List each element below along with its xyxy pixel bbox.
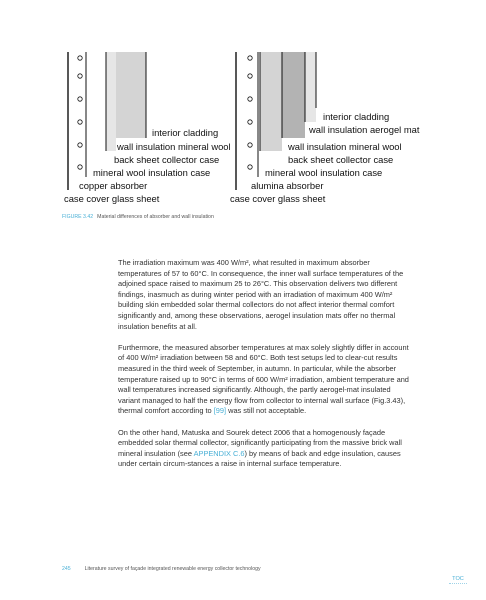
appendix-link[interactable]: APPENDIX C.6 [193,448,245,458]
paragraph-2-text: Furthermore, the measured absorber temperatures at max solely slightly differ in account of 400 W/m² irradiation between 58 and 60°C. Both test setups led to clear-cut results measured in the third week of September, in autumn. In particular, while the absorber temperature raised up to 90°C in terms of 600 W/m² irradiation, ambient temperature and wall temperatures increased significantly. Although, the partly aerogel-mat insulated variant managed to half the energy flow from collector to internal wall surface (Fig.3.43), thermal comfort according to [118,342,409,416]
right-label-aerogel: wall insulation aerogel mat [309,124,420,135]
left-wall-section [64,52,231,204]
paragraph-1: The irradiation maximum was 400 W/m², what resulted in maximum absorber temperatures of 57 to 60°C. In consequence, the inner wall surface temperatures of the adjoined space raised to maximum 25 to 26°C. This observation delivers two different findings, inasmuch as during winter period with an irradiation of maximum 400 W/m² building skin embedded solar thermal collectors do not affect interior thermal comfort significantly and, among these observations, aerogel insulation mats offer no thermal insulation benefits at all. [118,258,404,331]
right-aerogel-layer [305,52,316,122]
body-text [118,258,414,480]
left-back-sheet-layer [106,52,116,151]
right-label-interior-cladding: interior cladding [323,111,390,122]
left-label-insulation-case: mineral wool insulation case [93,167,211,178]
right-wall-insulation-layer [282,52,305,138]
toc-label: TOC [452,576,464,582]
right-mounting-points [248,56,252,169]
right-wall-section [230,52,420,204]
left-mounting-points [78,56,82,169]
paragraph-3 [118,428,414,470]
page-number: 245 [62,566,71,572]
toc-link[interactable] [449,576,467,585]
figure-caption-text: Material differences of absorber and wall insulation [97,214,214,220]
right-back-sheet-layer [260,52,282,151]
right-label-back-sheet: back sheet collector case [288,154,394,165]
left-label-back-sheet: back sheet collector case [114,154,220,165]
right-label-wall-insulation: wall insulation mineral wool [288,141,402,152]
left-wall-insulation-layer [116,52,146,138]
left-label-glass-sheet: case cover glass sheet [64,193,160,204]
figure-caption [62,214,214,220]
paragraph-2 [118,343,414,417]
paragraph-3-end: ) by means of back and edge insulation, causes under certain circum-stances a raise in internal surface temperature. [118,448,401,469]
toc-underline [449,583,467,585]
paragraph-2-end: was still not acceptable. [226,406,307,416]
wall-section-figure [0,0,486,240]
paragraph-3-text: On the other hand, Matuska and Sourek detect 2006 that a homogenously façade embedded solar thermal collector, significantly participating from the massive brick wall mineral insulation (see [118,427,402,458]
running-title: Literature survey of façade integrated renewable energy collector technology [84,566,261,572]
page-footer [62,566,261,572]
left-label-interior-cladding: interior cladding [152,127,219,138]
right-label-absorber: alumina absorber [251,180,324,191]
right-label-glass-sheet: case cover glass sheet [230,193,326,204]
left-label-wall-insulation: wall insulation mineral wool [117,141,231,152]
left-label-absorber: copper absorber [79,180,148,191]
citation-link[interactable]: [99] [213,406,227,416]
figure-number: FIGURE 3.42 [62,214,94,220]
right-label-insulation-case: mineral wool insulation case [265,167,383,178]
